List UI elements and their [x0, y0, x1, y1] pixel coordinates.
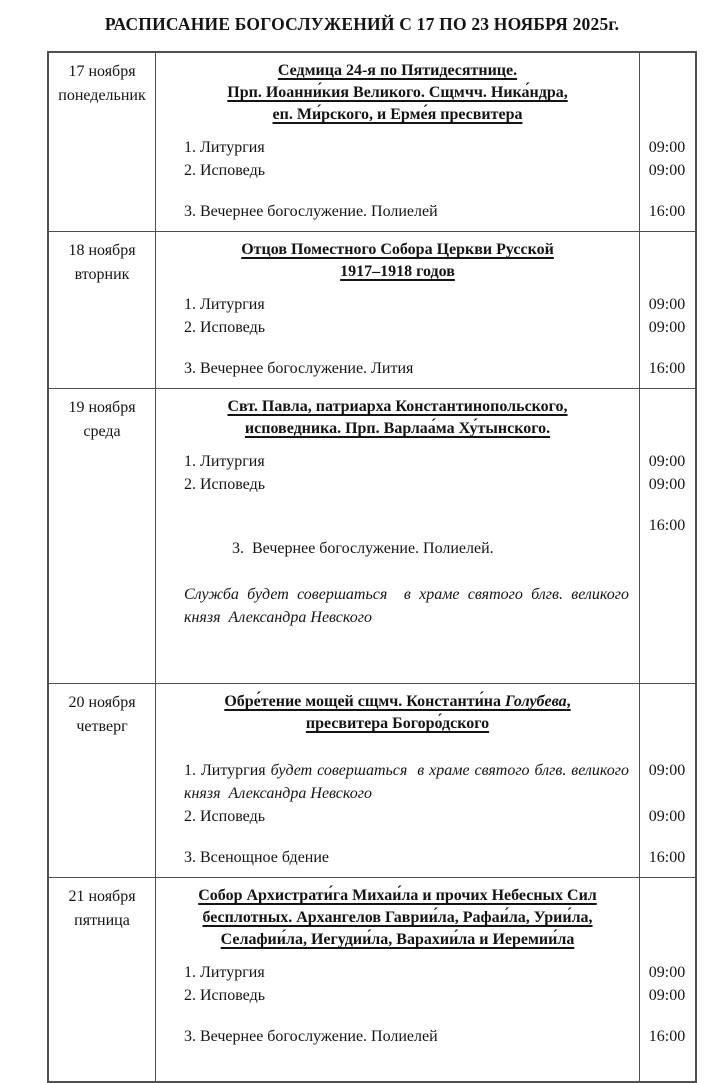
service-label: 3. Вечернее богослужение. Лития — [184, 360, 414, 377]
service-item — [156, 293, 695, 316]
feast-line: Свт. Павла, патриарха Константинопольского, — [227, 398, 568, 415]
column-divider — [155, 389, 156, 683]
service-note-inline: будет совершаться в храме святого блгв. великого князя Александра Невского — [184, 762, 634, 802]
service-item — [156, 759, 695, 805]
service-item — [156, 357, 695, 380]
page-title: РАСПИСАНИЕ БОГОСЛУЖЕНИЙ С 17 ПО 23 НОЯБРЯ 2025г. — [104, 14, 620, 34]
service-time: 09:00 — [648, 139, 686, 156]
service-label — [156, 514, 639, 675]
service-time: 09:00 — [648, 476, 686, 493]
table-row — [49, 877, 695, 1081]
service-item — [156, 514, 695, 675]
feast-line: 1917–1918 годов — [340, 263, 455, 280]
day-cell — [49, 691, 155, 739]
row-body — [156, 878, 695, 1056]
weekday-label: пятница — [74, 912, 130, 929]
service-time: 16:00 — [648, 1028, 686, 1045]
column-divider — [155, 53, 156, 231]
service-item — [156, 200, 695, 223]
feast-line: еп. Ми́рского, и Ерме́я пресвитера — [272, 106, 523, 123]
row-body — [156, 53, 695, 231]
row-body — [156, 232, 695, 388]
service-label: 1. Литургия — [184, 296, 265, 313]
row-body — [156, 389, 695, 683]
column-divider — [155, 684, 156, 877]
feast-header — [156, 60, 639, 126]
table-row — [49, 683, 695, 877]
service-time: 09:00 — [648, 162, 686, 179]
table-row — [49, 231, 695, 388]
service-label: 2. Исповедь — [184, 808, 266, 825]
service-label-text: 3. Вечернее богослужение. Полиелей. — [232, 540, 494, 557]
column-divider — [639, 684, 640, 877]
feast-header — [156, 239, 639, 283]
date-label: 18 ноября — [68, 242, 136, 259]
column-divider — [639, 232, 640, 388]
day-cell — [49, 239, 155, 287]
schedule-table — [47, 51, 697, 1083]
service-label: 1. Литургия — [184, 453, 265, 470]
service-label: 1. Литургия — [184, 139, 265, 156]
feast-header — [156, 691, 639, 735]
weekday-label: среда — [83, 423, 121, 440]
service-item — [156, 316, 695, 339]
weekday-label: вторник — [74, 266, 130, 283]
column-divider — [155, 232, 156, 388]
service-label: 3. Вечернее богослужение. Полиелей — [184, 1028, 438, 1045]
service-time: 16:00 — [648, 203, 686, 220]
table-row — [49, 388, 695, 683]
service-label — [156, 759, 639, 805]
feast-header — [156, 885, 639, 951]
service-item — [156, 805, 695, 828]
day-cell — [49, 885, 155, 933]
day-cell — [49, 396, 155, 444]
service-time: 09:00 — [648, 453, 686, 470]
service-item — [156, 136, 695, 159]
date-label: 19 ноября — [68, 399, 136, 416]
service-time: 09:00 — [648, 808, 686, 825]
service-item — [156, 846, 695, 869]
service-label: 2. Исповедь — [184, 162, 266, 179]
service-time: 09:00 — [648, 964, 686, 981]
service-item — [156, 1025, 695, 1048]
service-item — [156, 984, 695, 1007]
feast-line: Седмица 24-я по Пятидесятнице. — [277, 62, 518, 79]
service-time: 09:00 — [648, 319, 686, 336]
service-item — [156, 961, 695, 984]
date-label: 20 ноября — [68, 694, 136, 711]
feast-line: пресвитера Богоро́дского — [305, 715, 490, 732]
feast-line: Прп. Иоанни́кия Великого. Сщмчч. Ника́ндра, — [227, 84, 568, 101]
service-time: 09:00 — [648, 296, 686, 313]
service-label: 3. Всенощное бдение — [184, 849, 330, 866]
service-label: 2. Исповедь — [184, 319, 266, 336]
column-divider — [639, 53, 640, 231]
weekday-label: понедельник — [58, 87, 146, 104]
weekday-label: четверг — [76, 718, 128, 735]
service-time: 16:00 — [648, 849, 686, 866]
feast-line: бесплотных. Архангелов Гаврии́ла, Рафаи́ла, Урии́ла, — [202, 909, 593, 926]
service-label: 2. Исповедь — [184, 987, 266, 1004]
feast-line: Селафии́ла, Иегудии́ла, Варахии́ла и Иеремии́ла — [220, 931, 575, 948]
service-item — [156, 450, 695, 473]
service-time: 16:00 — [648, 517, 686, 534]
date-label: 17 ноября — [68, 63, 136, 80]
service-time: 16:00 — [648, 360, 686, 377]
column-divider — [155, 878, 156, 1081]
feast-line: Отцов Поместного Собора Церкви Русской — [241, 241, 554, 258]
feast-line: Обре́тение мощей сщмч. Константи́на Голубева, — [224, 693, 571, 710]
feast-header — [156, 396, 639, 440]
feast-line: Собор Архистрати́га Михаи́ла и прочих Небесных Сил — [198, 887, 597, 904]
row-body — [156, 684, 695, 877]
service-note: Служба будет совершаться в храме святого блгв. великого князя Александра Невского — [184, 586, 633, 626]
service-label: 1. Литургия — [184, 964, 265, 981]
service-label-text: 1. Литургия — [184, 762, 271, 779]
service-item — [156, 473, 695, 496]
date-label: 21 ноября — [68, 888, 136, 905]
service-label: 2. Исповедь — [184, 476, 266, 493]
feast-name-italic: Голубева — [505, 693, 567, 710]
day-cell — [49, 60, 155, 108]
service-time: 09:00 — [648, 987, 686, 1004]
column-divider — [639, 389, 640, 683]
service-label: 3. Вечернее богослужение. Полиелей — [184, 203, 438, 220]
column-divider — [639, 878, 640, 1081]
service-time: 09:00 — [648, 762, 686, 779]
table-row — [49, 53, 695, 231]
service-item — [156, 159, 695, 182]
feast-line: исповедника. Прп. Варлаа́ма Ху́тынского. — [244, 420, 551, 437]
